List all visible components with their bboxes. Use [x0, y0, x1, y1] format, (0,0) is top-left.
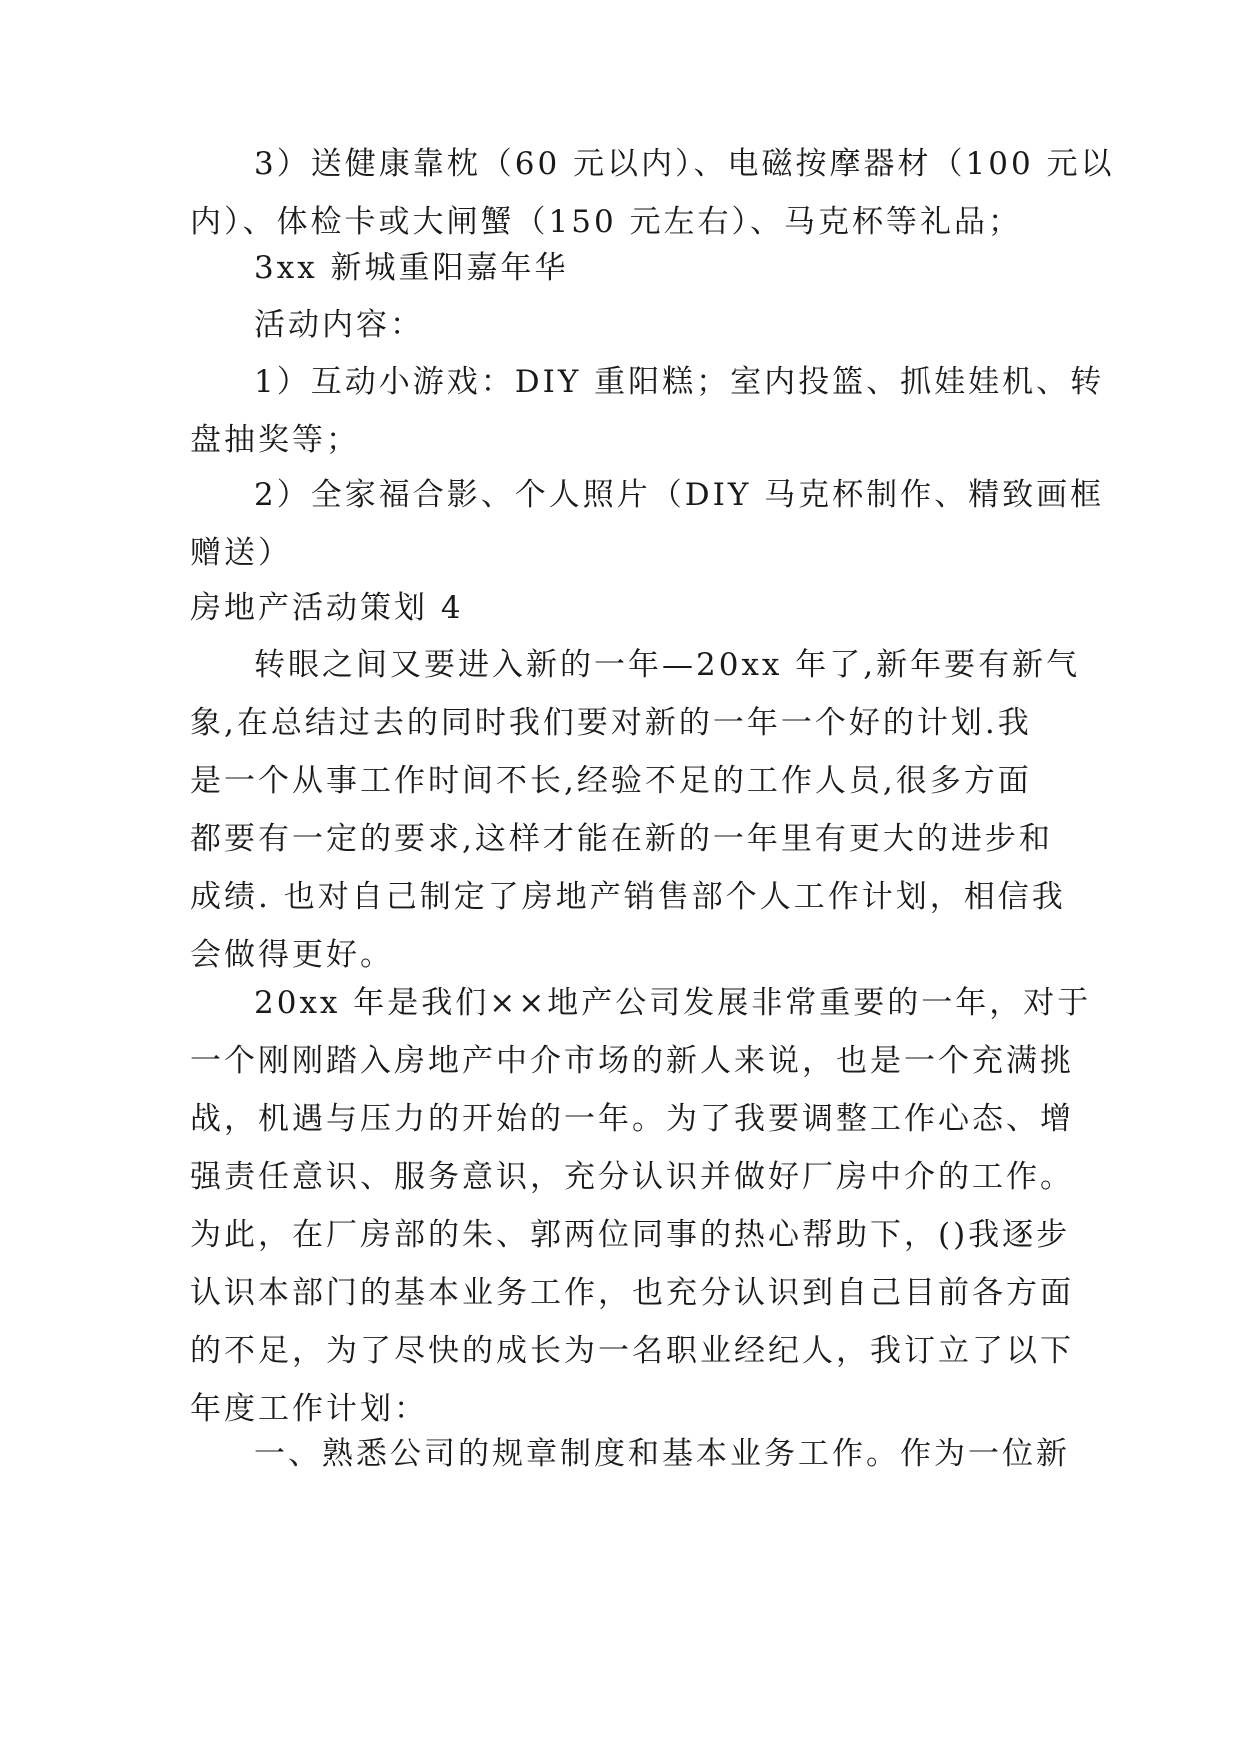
text-line: 认识本部门的基本业务工作，也充分认识到自己目前各方面: [190, 1275, 1074, 1311]
text-line: 年度工作计划：: [190, 1391, 428, 1427]
text-line: 转眼之间又要进入新的一年—20xx 年了,新年要有新气: [254, 647, 1081, 683]
text-line: 都要有一定的要求,这样才能在新的一年里有更大的进步和: [190, 821, 1053, 857]
text-line: 的不足，为了尽快的成长为一名职业经纪人，我订立了以下: [190, 1333, 1074, 1369]
text-line: 会做得更好。: [190, 937, 394, 973]
text-line: 3）送健康靠枕（60 元以内）、电磁按摩器材（100 元以: [254, 146, 1115, 182]
text-line: 赠送）: [190, 535, 292, 571]
text-line: 盘抽奖等；: [190, 422, 360, 458]
text-line: 活动内容：: [254, 307, 424, 343]
section-heading: [190, 579, 1060, 637]
text-line: 1）互动小游戏：DIY 重阳糕；室内投篮、抓娃娃机、转: [254, 364, 1105, 400]
paragraph-new-year-intro: [190, 636, 1081, 984]
paragraph-family-photo: [190, 466, 1105, 582]
text-line: 战，机遇与压力的开始的一年。为了我要调整工作心态、增: [190, 1101, 1074, 1137]
text-line: 2）全家福合影、个人照片（DIY 马克杯制作、精致画框: [254, 477, 1105, 513]
text-line: 象,在总结过去的同时我们要对新的一年一个好的计划.我: [190, 705, 1032, 741]
text-line: 内）、体检卡或大闸蟹（150 元左右）、马克杯等礼品；: [190, 204, 1023, 240]
heading-text: 房地产活动策划 4: [190, 590, 464, 626]
paragraph-carnival-title: [190, 239, 1060, 297]
paragraph-gift-list: [190, 135, 1115, 251]
text-line: 强责任意识、服务意识，充分认识并做好厂房中介的工作。: [190, 1159, 1074, 1195]
text-line: 3xx 新城重阳嘉年华: [254, 250, 569, 286]
text-line: 一、熟悉公司的规章制度和基本业务工作。作为一位新: [254, 1436, 1070, 1472]
paragraph-activity-content: [190, 296, 1060, 354]
text-line: 20xx 年是我们××地产公司发展非常重要的一年，对于: [254, 985, 1092, 1021]
text-line: 为此，在厂房部的朱、郭两位同事的热心帮助下，()我逐步: [190, 1217, 1071, 1253]
paragraph-familiarize-rules: [190, 1425, 1070, 1483]
paragraph-interactive-games: [190, 353, 1105, 469]
text-line: 是一个从事工作时间不长,经验不足的工作人员,很多方面: [190, 763, 1032, 799]
paragraph-company-year: [190, 974, 1092, 1438]
text-line: 成绩. 也对自己制定了房地产销售部个人工作计划，相信我: [190, 879, 1066, 915]
text-line: 一个刚刚踏入房地产中介市场的新人来说，也是一个充满挑: [190, 1043, 1074, 1079]
